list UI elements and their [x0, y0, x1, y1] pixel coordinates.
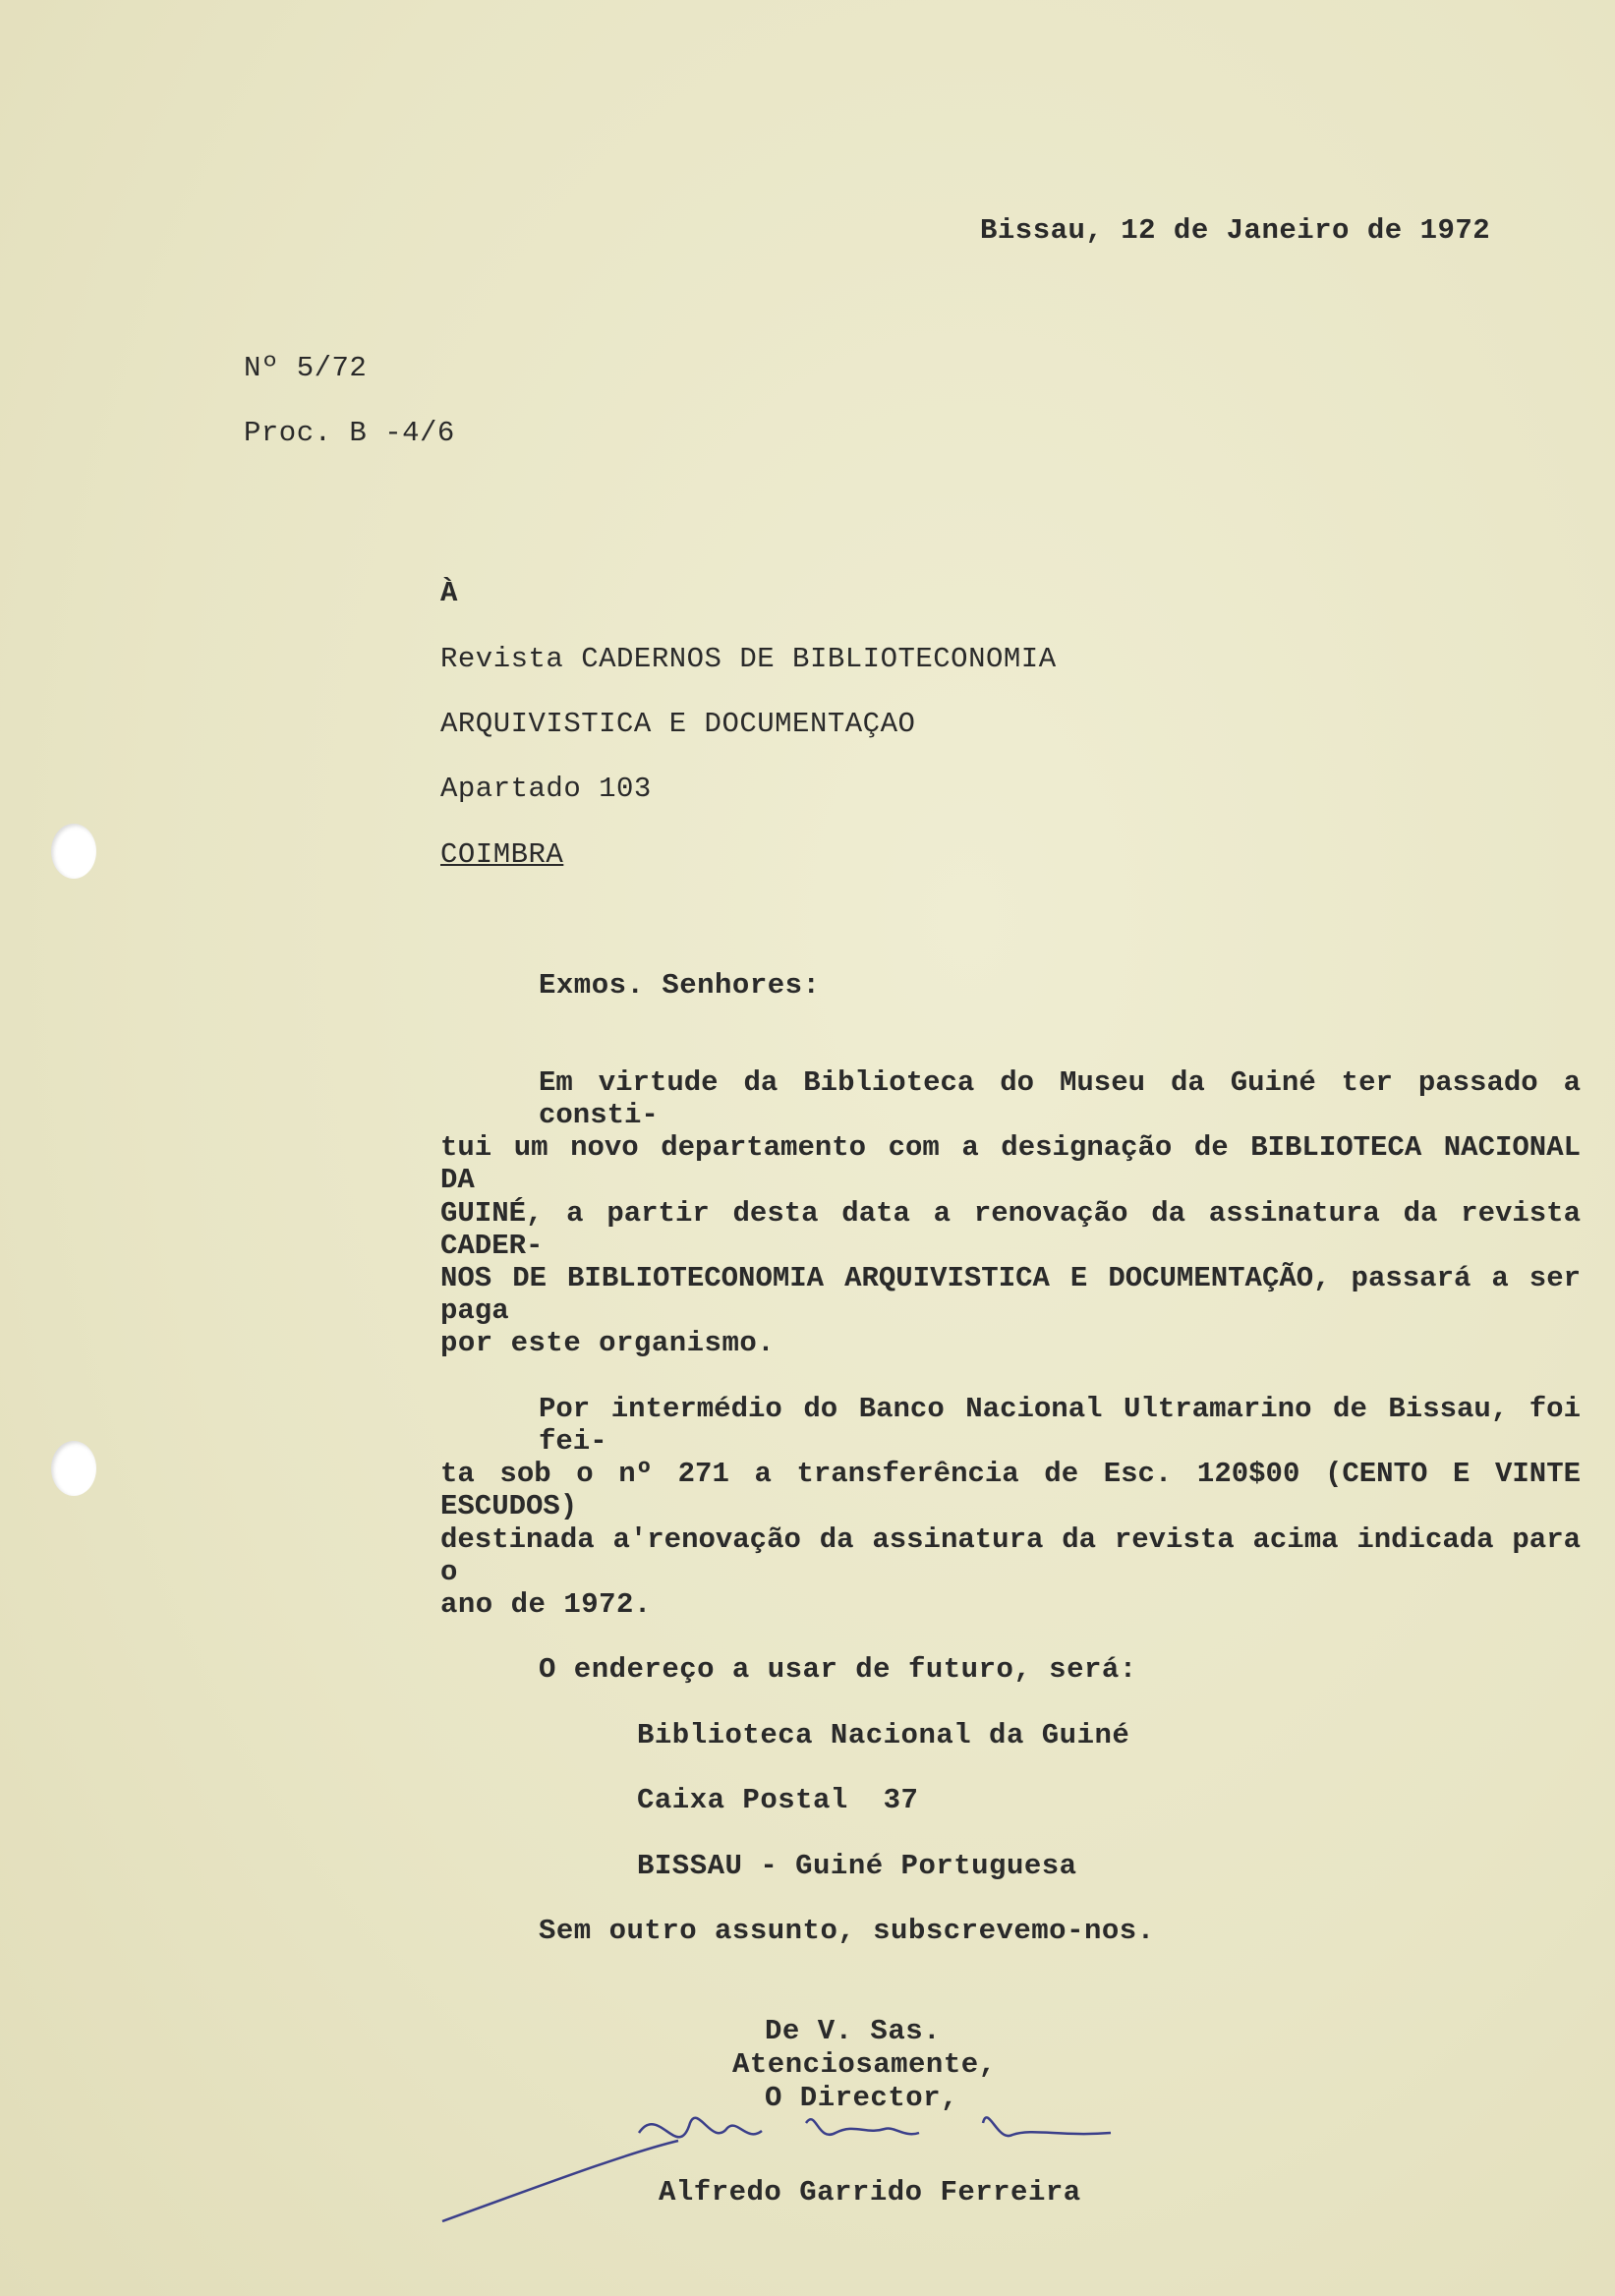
body-p1-line: GUINÉ, a partir desta data a renovação da assinatura da revista CADER-: [440, 1197, 1581, 1262]
process-reference: Proc. B -4/6: [244, 417, 455, 449]
recipient-to: À: [440, 577, 458, 609]
closing-line: Sem outro assunto, subscrevemo-nos.: [539, 1915, 1155, 1947]
body-p1-line: tui um novo departamento com a designação de BIBLIOTECA NACIONAL DA: [440, 1131, 1581, 1196]
date-line: Bissau, 12 de Janeiro de 1972: [980, 214, 1491, 247]
address-intro: O endereço a usar de futuro, será:: [539, 1653, 1137, 1686]
body-p2-line: Por intermédio do Banco Nacional Ultramarino de Bissau, foi fei-: [539, 1393, 1581, 1458]
salutation: Exmos. Senhores:: [539, 969, 821, 1002]
recipient-line-2: ARQUIVISTICA E DOCUMENTAÇAO: [440, 708, 916, 740]
signoff-line-2: Atenciosamente,: [732, 2048, 997, 2081]
body-p1-line: NOS DE BIBLIOTECONOMIA ARQUIVISTICA E DOCUMENTAÇÃO, passará a ser paga: [440, 1262, 1581, 1327]
reference-number: Nº 5/72: [244, 352, 368, 384]
body-p1-line: por este organismo.: [440, 1327, 776, 1359]
body-p2-line: ano de 1972.: [440, 1588, 652, 1621]
address-line: BISSAU - Guiné Portuguesa: [637, 1850, 1077, 1882]
recipient-line-1: Revista CADERNOS DE BIBLIOTECONOMIA: [440, 643, 1057, 675]
address-line: Caixa Postal 37: [637, 1784, 919, 1816]
signoff-line-3: O Director,: [765, 2082, 958, 2114]
handwritten-signature: [433, 2094, 1140, 2231]
recipient-city: COIMBRA: [440, 838, 564, 871]
recipient-line-3: Apartado 103: [440, 773, 652, 805]
signatory-name: Alfredo Garrido Ferreira: [659, 2176, 1081, 2209]
body-p1-line: Em virtude da Biblioteca do Museu da Guiné ter passado a consti-: [539, 1066, 1581, 1131]
punch-hole: [51, 1441, 96, 1496]
body-p2-line: destinada a'renovação da assinatura da revista acima indicada para o: [440, 1523, 1581, 1588]
signoff-line-1: De V. Sas.: [765, 2015, 942, 2047]
body-p2-line: ta sob o nº 271 a transferência de Esc. 120$00 (CENTO E VINTE ESCUDOS): [440, 1458, 1581, 1522]
address-line: Biblioteca Nacional da Guiné: [637, 1719, 1130, 1751]
punch-hole: [51, 824, 96, 879]
